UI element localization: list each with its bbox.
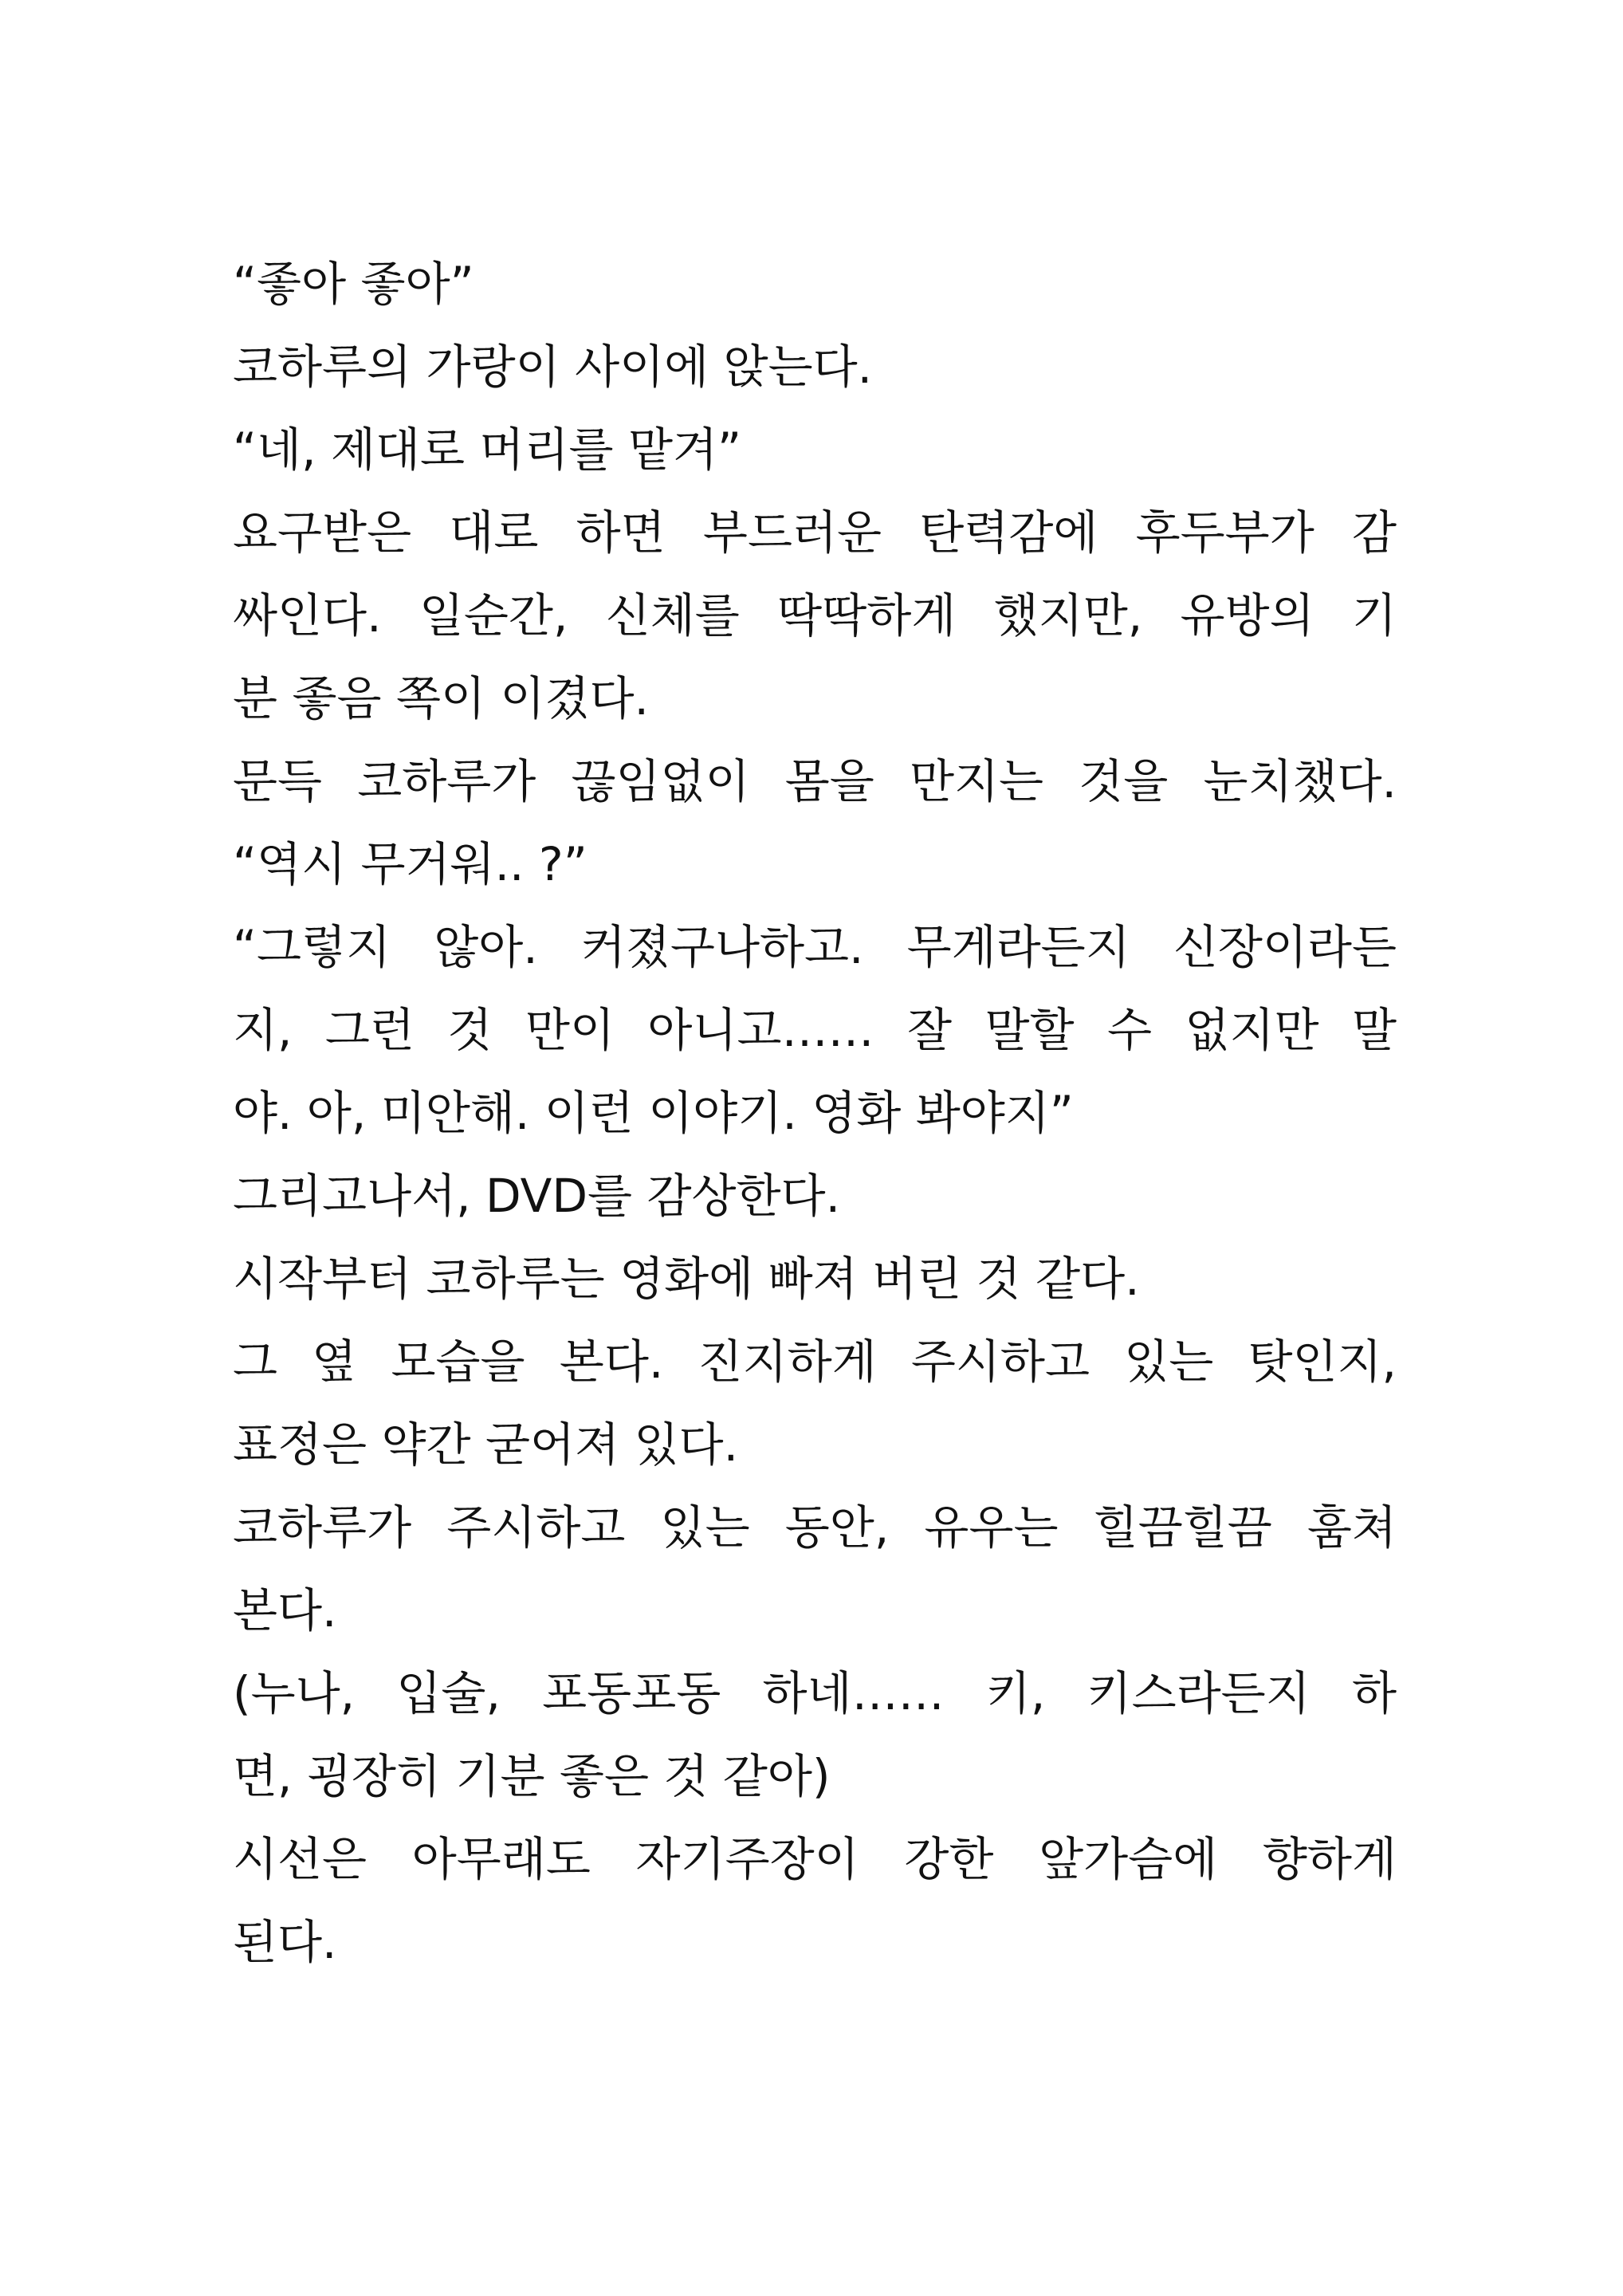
text-line-19: 면, 굉장히 기분 좋은 것 같아) (233, 1749, 831, 1803)
text-line-12: 그리고나서, DVD를 감상한다. (233, 1169, 841, 1223)
text-line-1: “좋아 좋아” (233, 257, 474, 311)
text-line-9: “그렇지 않아. 커졌구나하고. 무게라든지 신장이라든 (233, 920, 1397, 974)
text-line-20: 시선은 아무래도 자기주장이 강한 앞가슴에 향하게 (233, 1832, 1397, 1886)
text-line-11: 야. 아, 미안해. 이런 이야기. 영화 봐야지” (233, 1086, 1074, 1140)
text-line-8: “역시 무거워.. ?” (233, 837, 588, 891)
text-line-10: 지, 그런 것 만이 아니고…… 잘 말할 수 없지만 말 (233, 1003, 1397, 1057)
text-line-18: (누나, 입술, 포동포동 하네…… 키, 키스라든지 하 (233, 1666, 1397, 1720)
text-line-4: 요구받은 대로 하면 부드러운 탄력감에 후두부가 감 (233, 505, 1397, 560)
text-line-17: 본다. (233, 1583, 337, 1637)
text-line-15: 표정은 약간 굳어져 있다. (233, 1417, 739, 1472)
text-line-7: 문득 코하루가 끊임없이 몸을 만지는 것을 눈치챘다. (233, 754, 1397, 808)
text-line-3: “네, 제대로 머리를 맡겨” (233, 423, 742, 477)
text-line-5: 싸인다. 일순간, 신체를 딱딱하게 했지만, 유방의 기 (233, 588, 1397, 643)
text-line-16: 코하루가 주시하고 있는 동안, 유우는 힐끔힐끔 훔쳐 (233, 1500, 1397, 1555)
text-line-14: 그 옆 모습을 본다. 진지하게 주시하고 있는 탓인지, (233, 1335, 1397, 1389)
text-line-6: 분 좋음 쪽이 이겼다. (233, 671, 649, 725)
text-line-2: 코하루의 가랑이 사이에 앉는다. (233, 340, 873, 394)
text-line-13: 시작부터 코하루는 영화에 빠져 버린 것 같다. (233, 1252, 1140, 1306)
text-body (233, 242, 1397, 1983)
text-line-21: 된다. (233, 1915, 337, 1969)
